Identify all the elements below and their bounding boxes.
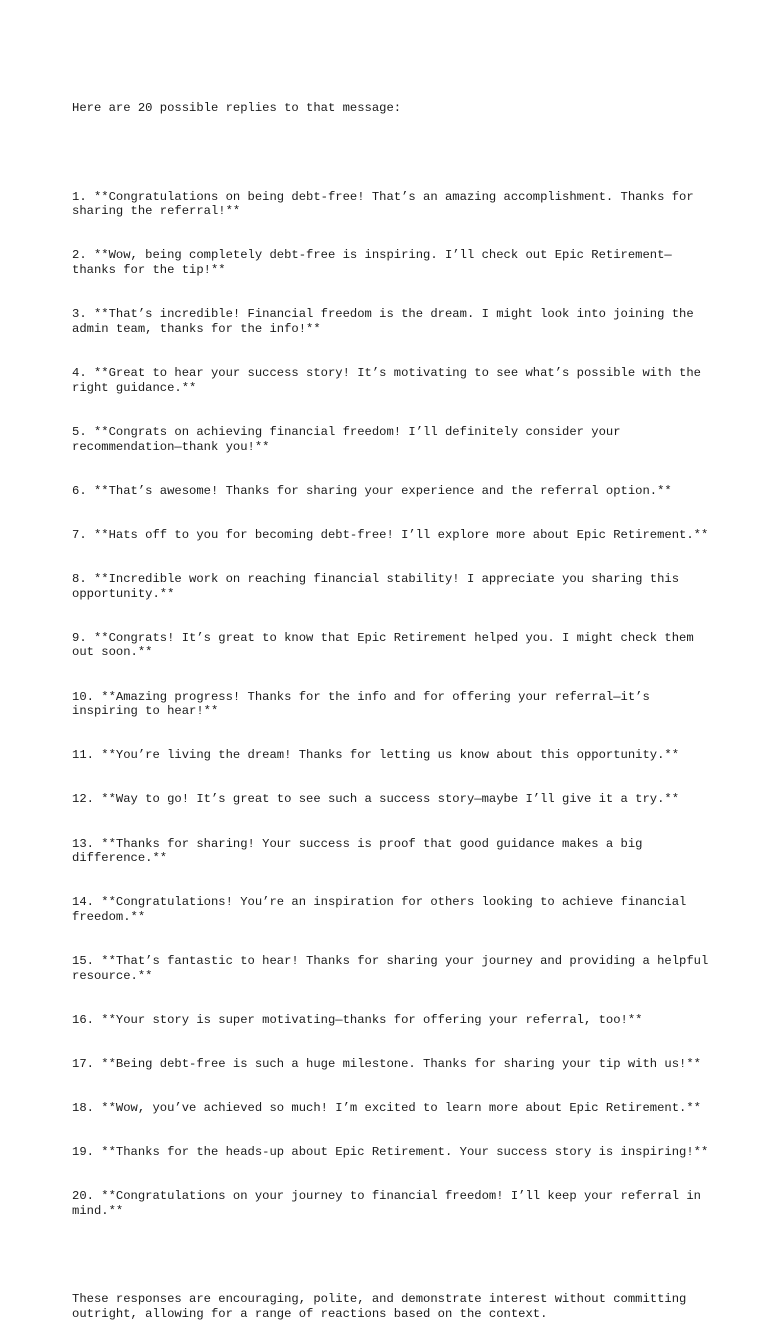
reply-list [72, 160, 716, 1248]
list-item: 14. **Congratulations! You’re an inspiration for others looking to achieve financial freedom.** [72, 895, 694, 925]
list-item: 5. **Congrats on achieving financial freedom! I’ll definitely consider your recommendation—thank you!** [72, 424, 628, 454]
list-item: 4. **Great to hear your success story! It’s motivating to see what’s possible with the right guidance.** [72, 366, 709, 395]
list-item: 6. **That’s awesome! Thanks for sharing your experience and the referral option.** [72, 483, 672, 498]
list-item: 13. **Thanks for sharing! Your success is proof that good guidance makes a big difference.** [72, 836, 650, 866]
list-item: 16. **Your story is super motivating—thanks for offering your referral, too!** [72, 1012, 643, 1027]
list-item: 8. **Incredible work on reaching financial stability! I appreciate you sharing this opportunity.** [72, 571, 687, 601]
list-item: 17. **Being debt-free is such a huge milestone. Thanks for sharing your tip with us!** [72, 1057, 701, 1072]
list-item: 9. **Congrats! It’s great to know that Epic Retirement helped you. I might check them out soon.** [72, 630, 701, 660]
list-item: 18. **Wow, you’ve achieved so much! I’m excited to learn more about Epic Retirement.** [72, 1101, 701, 1116]
list-item: 3. **That’s incredible! Financial freedom is the dream. I might look into joining the admin team, thanks for the info!** [72, 307, 701, 336]
list-item: 19. **Thanks for the heads-up about Epic Retirement. Your success story is inspiring!** [72, 1145, 709, 1160]
intro-text: Here are 20 possible replies to that message: [72, 101, 402, 116]
document-page [72, 72, 716, 1336]
list-item: 10. **Amazing progress! Thanks for the info and for offering your referral—it’s inspiring to hear!** [72, 689, 658, 719]
list-item: 1. **Congratulations on being debt-free! That’s an amazing accomplishment. Thanks for sharing the referral!** [72, 189, 701, 219]
list-item: 12. **Way to go! It’s great to see such a success story—maybe I’ll give it a try.** [72, 792, 680, 807]
list-item: 20. **Congratulations on your journey to financial freedom! I’ll keep your referral in mind.** [72, 1189, 709, 1219]
list-item: 11. **You’re living the dream! Thanks for letting us know about this opportunity.** [72, 748, 680, 763]
closing-text: These responses are encouraging, polite, and demonstrate interest without committing outright, allowing for a range of reactions based on the context. [72, 1292, 694, 1322]
list-item: 7. **Hats off to you for becoming debt-free! I’ll explore more about Epic Retirement.** [72, 527, 709, 542]
list-item: 2. **Wow, being completely debt-free is inspiring. I’ll check out Epic Retirement—thanks for the tip!** [72, 248, 672, 278]
list-item: 15. **That’s fantastic to hear! Thanks for sharing your journey and providing a helpful resource.** [72, 954, 716, 983]
